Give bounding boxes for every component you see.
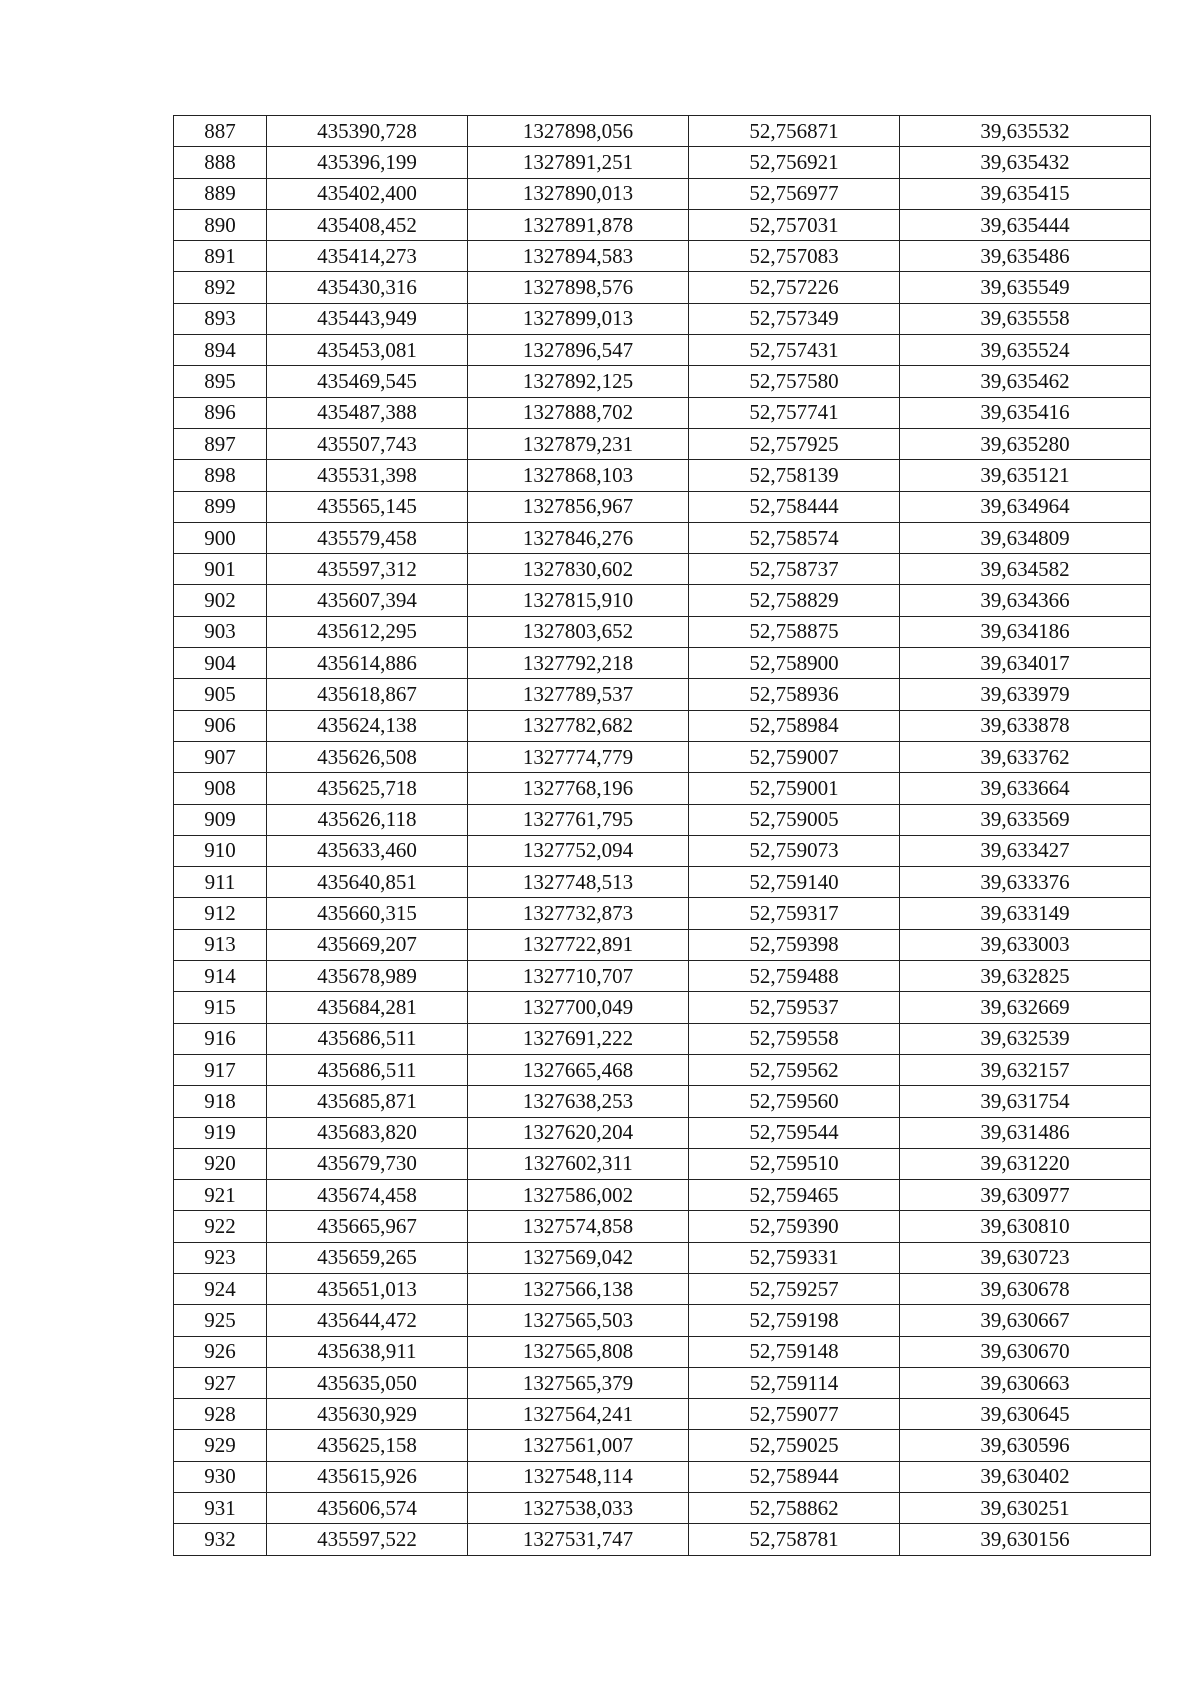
table-row — [174, 835, 1151, 866]
latitude-cell: 52,759025 — [689, 1430, 900, 1461]
y-coordinate-cell: 1327586,002 — [468, 1180, 689, 1211]
y-coordinate-cell: 1327815,910 — [468, 585, 689, 616]
y-coordinate-cell: 1327566,138 — [468, 1273, 689, 1304]
longitude-cell: 39,632157 — [900, 1054, 1151, 1085]
x-coordinate-cell: 435408,452 — [267, 209, 468, 240]
latitude-cell: 52,759558 — [689, 1023, 900, 1054]
table-row — [174, 867, 1151, 898]
y-coordinate-cell: 1327892,125 — [468, 366, 689, 397]
coordinates-table-body — [174, 116, 1151, 1556]
latitude-cell: 52,758862 — [689, 1493, 900, 1524]
latitude-cell: 52,757083 — [689, 241, 900, 272]
y-coordinate-cell: 1327782,682 — [468, 710, 689, 741]
longitude-cell: 39,633569 — [900, 804, 1151, 835]
point-number-cell: 919 — [174, 1117, 267, 1148]
latitude-cell: 52,756977 — [689, 178, 900, 209]
x-coordinate-cell: 435625,718 — [267, 773, 468, 804]
x-coordinate-cell: 435665,967 — [267, 1211, 468, 1242]
point-number-cell: 908 — [174, 773, 267, 804]
longitude-cell: 39,633762 — [900, 741, 1151, 772]
longitude-cell: 39,635532 — [900, 116, 1151, 147]
longitude-cell: 39,631220 — [900, 1148, 1151, 1179]
table-row — [174, 1054, 1151, 1085]
table-row — [174, 616, 1151, 647]
y-coordinate-cell: 1327891,251 — [468, 147, 689, 178]
table-row — [174, 710, 1151, 741]
y-coordinate-cell: 1327710,707 — [468, 961, 689, 992]
y-coordinate-cell: 1327548,114 — [468, 1461, 689, 1492]
point-number-cell: 917 — [174, 1054, 267, 1085]
x-coordinate-cell: 435606,574 — [267, 1493, 468, 1524]
latitude-cell: 52,759331 — [689, 1242, 900, 1273]
table-row — [174, 773, 1151, 804]
longitude-cell: 39,633427 — [900, 835, 1151, 866]
longitude-cell: 39,631754 — [900, 1086, 1151, 1117]
point-number-cell: 897 — [174, 428, 267, 459]
point-number-cell: 905 — [174, 679, 267, 710]
longitude-cell: 39,634809 — [900, 522, 1151, 553]
x-coordinate-cell: 435402,400 — [267, 178, 468, 209]
latitude-cell: 52,756921 — [689, 147, 900, 178]
table-row — [174, 741, 1151, 772]
y-coordinate-cell: 1327898,576 — [468, 272, 689, 303]
point-number-cell: 904 — [174, 648, 267, 679]
x-coordinate-cell: 435607,394 — [267, 585, 468, 616]
point-number-cell: 922 — [174, 1211, 267, 1242]
x-coordinate-cell: 435685,871 — [267, 1086, 468, 1117]
x-coordinate-cell: 435651,013 — [267, 1273, 468, 1304]
table-row — [174, 1399, 1151, 1430]
table-row — [174, 1493, 1151, 1524]
longitude-cell: 39,632669 — [900, 992, 1151, 1023]
table-row — [174, 961, 1151, 992]
point-number-cell: 926 — [174, 1336, 267, 1367]
table-row — [174, 804, 1151, 835]
table-row — [174, 522, 1151, 553]
y-coordinate-cell: 1327561,007 — [468, 1430, 689, 1461]
longitude-cell: 39,634186 — [900, 616, 1151, 647]
latitude-cell: 52,759114 — [689, 1367, 900, 1398]
y-coordinate-cell: 1327830,602 — [468, 554, 689, 585]
y-coordinate-cell: 1327722,891 — [468, 929, 689, 960]
x-coordinate-cell: 435686,511 — [267, 1023, 468, 1054]
latitude-cell: 52,757741 — [689, 397, 900, 428]
point-number-cell: 889 — [174, 178, 267, 209]
y-coordinate-cell: 1327774,779 — [468, 741, 689, 772]
table-row — [174, 147, 1151, 178]
latitude-cell: 52,759140 — [689, 867, 900, 898]
y-coordinate-cell: 1327531,747 — [468, 1524, 689, 1555]
x-coordinate-cell: 435660,315 — [267, 898, 468, 929]
y-coordinate-cell: 1327768,196 — [468, 773, 689, 804]
table-row — [174, 241, 1151, 272]
table-row — [174, 1023, 1151, 1054]
latitude-cell: 52,758139 — [689, 460, 900, 491]
latitude-cell: 52,759077 — [689, 1399, 900, 1430]
y-coordinate-cell: 1327879,231 — [468, 428, 689, 459]
table-row — [174, 585, 1151, 616]
table-row — [174, 1273, 1151, 1304]
longitude-cell: 39,630645 — [900, 1399, 1151, 1430]
y-coordinate-cell: 1327789,537 — [468, 679, 689, 710]
table-row — [174, 1211, 1151, 1242]
x-coordinate-cell: 435430,316 — [267, 272, 468, 303]
table-row — [174, 1305, 1151, 1336]
point-number-cell: 894 — [174, 335, 267, 366]
table-row — [174, 929, 1151, 960]
longitude-cell: 39,634582 — [900, 554, 1151, 585]
y-coordinate-cell: 1327752,094 — [468, 835, 689, 866]
longitude-cell: 39,632539 — [900, 1023, 1151, 1054]
table-row — [174, 1086, 1151, 1117]
x-coordinate-cell: 435390,728 — [267, 116, 468, 147]
latitude-cell: 52,759398 — [689, 929, 900, 960]
coordinates-table — [173, 115, 1151, 1556]
table-row — [174, 272, 1151, 303]
latitude-cell: 52,758444 — [689, 491, 900, 522]
latitude-cell: 52,757226 — [689, 272, 900, 303]
table-row — [174, 1117, 1151, 1148]
longitude-cell: 39,634366 — [900, 585, 1151, 616]
y-coordinate-cell: 1327700,049 — [468, 992, 689, 1023]
longitude-cell: 39,630678 — [900, 1273, 1151, 1304]
longitude-cell: 39,633664 — [900, 773, 1151, 804]
longitude-cell: 39,630402 — [900, 1461, 1151, 1492]
x-coordinate-cell: 435686,511 — [267, 1054, 468, 1085]
y-coordinate-cell: 1327846,276 — [468, 522, 689, 553]
table-row — [174, 116, 1151, 147]
latitude-cell: 52,758875 — [689, 616, 900, 647]
point-number-cell: 891 — [174, 241, 267, 272]
latitude-cell: 52,758984 — [689, 710, 900, 741]
x-coordinate-cell: 435487,388 — [267, 397, 468, 428]
x-coordinate-cell: 435638,911 — [267, 1336, 468, 1367]
x-coordinate-cell: 435579,458 — [267, 522, 468, 553]
longitude-cell: 39,635432 — [900, 147, 1151, 178]
longitude-cell: 39,630156 — [900, 1524, 1151, 1555]
point-number-cell: 888 — [174, 147, 267, 178]
point-number-cell: 892 — [174, 272, 267, 303]
table-row — [174, 428, 1151, 459]
y-coordinate-cell: 1327732,873 — [468, 898, 689, 929]
x-coordinate-cell: 435659,265 — [267, 1242, 468, 1273]
y-coordinate-cell: 1327856,967 — [468, 491, 689, 522]
latitude-cell: 52,759001 — [689, 773, 900, 804]
y-coordinate-cell: 1327602,311 — [468, 1148, 689, 1179]
point-number-cell: 932 — [174, 1524, 267, 1555]
point-number-cell: 921 — [174, 1180, 267, 1211]
x-coordinate-cell: 435414,273 — [267, 241, 468, 272]
y-coordinate-cell: 1327691,222 — [468, 1023, 689, 1054]
longitude-cell: 39,635558 — [900, 303, 1151, 334]
point-number-cell: 911 — [174, 867, 267, 898]
longitude-cell: 39,630670 — [900, 1336, 1151, 1367]
longitude-cell: 39,634017 — [900, 648, 1151, 679]
y-coordinate-cell: 1327748,513 — [468, 867, 689, 898]
x-coordinate-cell: 435669,207 — [267, 929, 468, 960]
x-coordinate-cell: 435625,158 — [267, 1430, 468, 1461]
latitude-cell: 52,759560 — [689, 1086, 900, 1117]
y-coordinate-cell: 1327565,379 — [468, 1367, 689, 1398]
y-coordinate-cell: 1327761,795 — [468, 804, 689, 835]
latitude-cell: 52,757431 — [689, 335, 900, 366]
point-number-cell: 901 — [174, 554, 267, 585]
x-coordinate-cell: 435618,867 — [267, 679, 468, 710]
y-coordinate-cell: 1327538,033 — [468, 1493, 689, 1524]
latitude-cell: 52,758900 — [689, 648, 900, 679]
x-coordinate-cell: 435626,508 — [267, 741, 468, 772]
x-coordinate-cell: 435469,545 — [267, 366, 468, 397]
point-number-cell: 929 — [174, 1430, 267, 1461]
longitude-cell: 39,633878 — [900, 710, 1151, 741]
latitude-cell: 52,759005 — [689, 804, 900, 835]
point-number-cell: 916 — [174, 1023, 267, 1054]
x-coordinate-cell: 435597,522 — [267, 1524, 468, 1555]
latitude-cell: 52,758737 — [689, 554, 900, 585]
longitude-cell: 39,633149 — [900, 898, 1151, 929]
latitude-cell: 52,757925 — [689, 428, 900, 459]
point-number-cell: 927 — [174, 1367, 267, 1398]
x-coordinate-cell: 435565,145 — [267, 491, 468, 522]
longitude-cell: 39,635415 — [900, 178, 1151, 209]
table-row — [174, 679, 1151, 710]
table-row — [174, 335, 1151, 366]
latitude-cell: 52,759544 — [689, 1117, 900, 1148]
point-number-cell: 913 — [174, 929, 267, 960]
x-coordinate-cell: 435683,820 — [267, 1117, 468, 1148]
point-number-cell: 893 — [174, 303, 267, 334]
point-number-cell: 912 — [174, 898, 267, 929]
y-coordinate-cell: 1327891,878 — [468, 209, 689, 240]
point-number-cell: 903 — [174, 616, 267, 647]
latitude-cell: 52,759198 — [689, 1305, 900, 1336]
x-coordinate-cell: 435443,949 — [267, 303, 468, 334]
x-coordinate-cell: 435624,138 — [267, 710, 468, 741]
x-coordinate-cell: 435633,460 — [267, 835, 468, 866]
y-coordinate-cell: 1327888,702 — [468, 397, 689, 428]
table-row — [174, 992, 1151, 1023]
y-coordinate-cell: 1327638,253 — [468, 1086, 689, 1117]
point-number-cell: 910 — [174, 835, 267, 866]
x-coordinate-cell: 435614,886 — [267, 648, 468, 679]
latitude-cell: 52,759562 — [689, 1054, 900, 1085]
point-number-cell: 896 — [174, 397, 267, 428]
latitude-cell: 52,758574 — [689, 522, 900, 553]
table-row — [174, 1242, 1151, 1273]
y-coordinate-cell: 1327894,583 — [468, 241, 689, 272]
y-coordinate-cell: 1327868,103 — [468, 460, 689, 491]
x-coordinate-cell: 435396,199 — [267, 147, 468, 178]
table-row — [174, 1180, 1151, 1211]
point-number-cell: 915 — [174, 992, 267, 1023]
table-row — [174, 648, 1151, 679]
x-coordinate-cell: 435678,989 — [267, 961, 468, 992]
table-row — [174, 366, 1151, 397]
y-coordinate-cell: 1327565,808 — [468, 1336, 689, 1367]
x-coordinate-cell: 435640,851 — [267, 867, 468, 898]
x-coordinate-cell: 435453,081 — [267, 335, 468, 366]
x-coordinate-cell: 435615,926 — [267, 1461, 468, 1492]
longitude-cell: 39,635416 — [900, 397, 1151, 428]
y-coordinate-cell: 1327565,503 — [468, 1305, 689, 1336]
point-number-cell: 928 — [174, 1399, 267, 1430]
latitude-cell: 52,759465 — [689, 1180, 900, 1211]
x-coordinate-cell: 435597,312 — [267, 554, 468, 585]
y-coordinate-cell: 1327665,468 — [468, 1054, 689, 1085]
longitude-cell: 39,635524 — [900, 335, 1151, 366]
x-coordinate-cell: 435674,458 — [267, 1180, 468, 1211]
x-coordinate-cell: 435644,472 — [267, 1305, 468, 1336]
table-row — [174, 1461, 1151, 1492]
longitude-cell: 39,635486 — [900, 241, 1151, 272]
point-number-cell: 902 — [174, 585, 267, 616]
point-number-cell: 906 — [174, 710, 267, 741]
point-number-cell: 887 — [174, 116, 267, 147]
longitude-cell: 39,630251 — [900, 1493, 1151, 1524]
latitude-cell: 52,757349 — [689, 303, 900, 334]
latitude-cell: 52,759488 — [689, 961, 900, 992]
longitude-cell: 39,635121 — [900, 460, 1151, 491]
table-row — [174, 1430, 1151, 1461]
y-coordinate-cell: 1327574,858 — [468, 1211, 689, 1242]
point-number-cell: 900 — [174, 522, 267, 553]
point-number-cell: 909 — [174, 804, 267, 835]
longitude-cell: 39,630723 — [900, 1242, 1151, 1273]
point-number-cell: 924 — [174, 1273, 267, 1304]
latitude-cell: 52,759073 — [689, 835, 900, 866]
latitude-cell: 52,758829 — [689, 585, 900, 616]
point-number-cell: 930 — [174, 1461, 267, 1492]
y-coordinate-cell: 1327899,013 — [468, 303, 689, 334]
longitude-cell: 39,630667 — [900, 1305, 1151, 1336]
y-coordinate-cell: 1327896,547 — [468, 335, 689, 366]
y-coordinate-cell: 1327898,056 — [468, 116, 689, 147]
longitude-cell: 39,635280 — [900, 428, 1151, 459]
table-row — [174, 898, 1151, 929]
latitude-cell: 52,756871 — [689, 116, 900, 147]
point-number-cell: 890 — [174, 209, 267, 240]
longitude-cell: 39,634964 — [900, 491, 1151, 522]
point-number-cell: 895 — [174, 366, 267, 397]
longitude-cell: 39,630810 — [900, 1211, 1151, 1242]
longitude-cell: 39,635444 — [900, 209, 1151, 240]
latitude-cell: 52,759537 — [689, 992, 900, 1023]
point-number-cell: 920 — [174, 1148, 267, 1179]
y-coordinate-cell: 1327792,218 — [468, 648, 689, 679]
x-coordinate-cell: 435679,730 — [267, 1148, 468, 1179]
latitude-cell: 52,759148 — [689, 1336, 900, 1367]
point-number-cell: 923 — [174, 1242, 267, 1273]
point-number-cell: 914 — [174, 961, 267, 992]
table-row — [174, 1148, 1151, 1179]
longitude-cell: 39,631486 — [900, 1117, 1151, 1148]
point-number-cell: 907 — [174, 741, 267, 772]
table-row — [174, 1336, 1151, 1367]
longitude-cell: 39,630977 — [900, 1180, 1151, 1211]
x-coordinate-cell: 435630,929 — [267, 1399, 468, 1430]
table-row — [174, 1524, 1151, 1555]
point-number-cell: 898 — [174, 460, 267, 491]
table-row — [174, 491, 1151, 522]
longitude-cell: 39,633979 — [900, 679, 1151, 710]
table-row — [174, 209, 1151, 240]
table-row — [174, 397, 1151, 428]
y-coordinate-cell: 1327564,241 — [468, 1399, 689, 1430]
longitude-cell: 39,633003 — [900, 929, 1151, 960]
latitude-cell: 52,759317 — [689, 898, 900, 929]
latitude-cell: 52,759257 — [689, 1273, 900, 1304]
latitude-cell: 52,757031 — [689, 209, 900, 240]
point-number-cell: 899 — [174, 491, 267, 522]
table-row — [174, 554, 1151, 585]
latitude-cell: 52,758781 — [689, 1524, 900, 1555]
y-coordinate-cell: 1327620,204 — [468, 1117, 689, 1148]
point-number-cell: 925 — [174, 1305, 267, 1336]
latitude-cell: 52,759390 — [689, 1211, 900, 1242]
point-number-cell: 918 — [174, 1086, 267, 1117]
latitude-cell: 52,758936 — [689, 679, 900, 710]
x-coordinate-cell: 435635,050 — [267, 1367, 468, 1398]
y-coordinate-cell: 1327569,042 — [468, 1242, 689, 1273]
x-coordinate-cell: 435684,281 — [267, 992, 468, 1023]
x-coordinate-cell: 435612,295 — [267, 616, 468, 647]
longitude-cell: 39,633376 — [900, 867, 1151, 898]
x-coordinate-cell: 435507,743 — [267, 428, 468, 459]
longitude-cell: 39,635549 — [900, 272, 1151, 303]
table-row — [174, 178, 1151, 209]
y-coordinate-cell: 1327890,013 — [468, 178, 689, 209]
table-row — [174, 303, 1151, 334]
point-number-cell: 931 — [174, 1493, 267, 1524]
x-coordinate-cell: 435626,118 — [267, 804, 468, 835]
longitude-cell: 39,630596 — [900, 1430, 1151, 1461]
y-coordinate-cell: 1327803,652 — [468, 616, 689, 647]
latitude-cell: 52,757580 — [689, 366, 900, 397]
longitude-cell: 39,630663 — [900, 1367, 1151, 1398]
x-coordinate-cell: 435531,398 — [267, 460, 468, 491]
longitude-cell: 39,632825 — [900, 961, 1151, 992]
table-row — [174, 1367, 1151, 1398]
latitude-cell: 52,759510 — [689, 1148, 900, 1179]
longitude-cell: 39,635462 — [900, 366, 1151, 397]
table-row — [174, 460, 1151, 491]
latitude-cell: 52,758944 — [689, 1461, 900, 1492]
latitude-cell: 52,759007 — [689, 741, 900, 772]
